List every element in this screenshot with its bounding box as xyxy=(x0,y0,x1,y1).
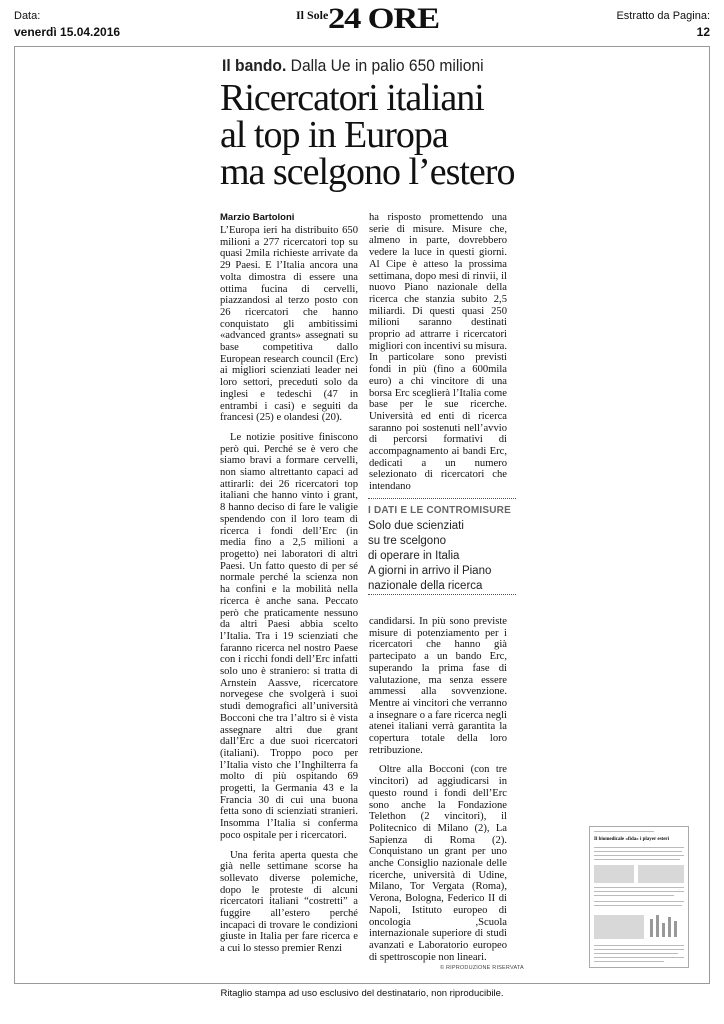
thumb-line xyxy=(594,953,678,954)
thumb-line xyxy=(594,851,682,852)
thumb-line xyxy=(594,961,664,962)
thumb-bar xyxy=(656,915,659,937)
thumb-line xyxy=(594,945,684,946)
thumbnail-title: Il biomedicale «fida» i player esteri xyxy=(594,837,670,842)
article-column-1 xyxy=(220,212,358,955)
paragraph: Le notizie positive finiscono però qui. Perché se è vero che siamo bravi a formare cervelli, non siamo altrettanto capaci ad attirarli: dei 26 ricercatori top italiani che hanno vinto i grant, 8 hanno deciso di fare le valigie spendendo con il loro team di ricerca i fondi dell’Erc (in media fino a 2,5 milioni a progetto) nei laboratori di altri Paesi. Un fatto questo di per sé normale perché la scienza non ha confini e la mobilità nella ricerca è anche sana. Peccato però che praticamente nessuno da altri Paesi abbia scelto l’Italia. Tra i 19 scienziati che faranno ricerca nel nostro Paese con i ricchi fondi dell’Erc infatti solo uno è straniero: si tratta di Arnstein Aassve, ricercatore norvegese che svolgerà i suoi studi demografici all’università Bocconi che tra l’altro si è vista assegnare altri due grant dall’Erc a due suoi ricercatori (italiani). Troppo poco per l’Italia visto che l’Inghilterra fa molto di più ospitando 69 progetti, la Germania 43 e la Francia 30 di cui una buona fetta sono di scienziati stranieri. Insomma l’Italia si conferma poco ospitale per i ricercatori. xyxy=(220,431,358,841)
paragraph: candidarsi. In più sono previste misure di potenziamento per i ricercatori che hanno già partecipato a un bando Erc, superando la prima fase di valutazione, ma senza essere ammessi alla sovvenzione. Mentre ai vincitori che verranno a insegnare o a fare ricerca negli atenei italiani verrà garantita la copertura totale della loro retribuzione. xyxy=(369,616,507,756)
headline-line-2: al top in Europa xyxy=(220,114,448,156)
headline-line-3: ma scelgono l’estero xyxy=(220,151,515,193)
footer-notice: Ritaglio stampa ad uso esclusivo del destinatario, non riproducibile. xyxy=(220,988,504,999)
box-line: A giorni in arrivo il Piano xyxy=(368,565,492,577)
thumb-line xyxy=(594,895,674,896)
thumb-bar xyxy=(650,919,653,937)
paragraph: Oltre alla Bocconi (con tre vincitori) ad aggiudicarsi in questo round i fondi dell’Erc sono anche la Fondazione Telethon (2 vincitori), il Politecnico di Milano (2), La Sapienza di Roma (2). Conquistano un grant per uno anche Consiglio nazionale delle ricerche, università di Udine, Milano, Tor Vergata (Roma), Verona, Bologna, Federico II di Napoli, Istituto europeo di oncologia ,Scuola internazionale superiore di studi avanzati e Laboratorio europeo di spettroscopie non lineari. xyxy=(369,764,507,963)
thumb-line xyxy=(594,847,684,848)
headline-line-1: Ricercatori italiani xyxy=(220,77,484,119)
thumb-block xyxy=(594,915,644,939)
sidebar-box xyxy=(368,498,516,594)
date-block xyxy=(14,8,120,40)
thumb-bar xyxy=(674,921,677,937)
box-line: di operare in Italia xyxy=(368,550,460,562)
box-text xyxy=(368,519,516,594)
masthead-big: 24 ORE xyxy=(328,2,439,35)
page-number: 12 xyxy=(696,25,710,39)
thumb-bar xyxy=(668,917,671,937)
page-block xyxy=(616,8,710,40)
thumb-line xyxy=(594,901,684,902)
thumb-line xyxy=(594,831,654,832)
article-column-3 xyxy=(369,616,507,963)
thumb-block xyxy=(594,865,634,883)
date-label: Data: xyxy=(14,10,41,22)
thumb-bar xyxy=(662,923,665,937)
box-line: nazionale della ricerca xyxy=(368,580,483,592)
thumb-block xyxy=(638,865,684,883)
article-kicker xyxy=(222,56,484,76)
paragraph: L’Europa ieri ha distribuito 650 milioni a 277 ricercatori top su quasi 2mila richieste arrivate da 29 Paesi. E l’Italia ancora una volta dimostra di essere una ottima fucina di cervelli, piazzandosi al terzo posto con 26 ricercatori che hanno conquistato gli ambitissimi «advanced grants» assegnati su base competitiva dallo European research council (Erc) ai migliori scienziati leader nei loro settori, preceduti solo da inglesi e tedeschi (47 in entrambi i casi) e seguiti da francesi (25) e olandesi (20). xyxy=(220,225,358,424)
copyright-note: © RIPRODUZIONE RISERVATA xyxy=(440,965,524,971)
page-thumbnail xyxy=(589,826,689,968)
kicker-bold: Il bando. xyxy=(222,56,287,75)
thumb-line xyxy=(594,887,684,888)
masthead-small: Il Sole xyxy=(296,8,329,22)
paragraph: Una ferita aperta questa che già nelle settimane scorse ha sollevato diverse polemiche, dopo le proteste di alcuni ricercatori italiani “costretti” a fuggire all’estero perché incapaci di trovare le condizioni giuste in Italia per fare ricerca e a cui lo stesso premier Renzi xyxy=(220,849,358,955)
article-column-2 xyxy=(369,212,507,493)
box-divider xyxy=(368,498,516,499)
box-title: I DATI E LE CONTROMISURE xyxy=(368,505,511,516)
thumb-line xyxy=(594,891,684,892)
paragraph: ha risposto promettendo una serie di misure. Misure che, almeno in parte, dovrebbero vedere la luce in questi giorni. Al Cipe è atteso la prossima settimana, dopo mesi di rinvii, il nuovo Piano nazionale della ricerca che stanzia subito 2,5 miliardi. Di questi quasi 250 milioni saranno destinati proprio ad attrarre i ricercatori migliori con incentivi su misura. In particolare sono previsti fondi in più (fino a 600mila euro) a chi vincitore di una borsa Erc sceglierà l’Italia come base per le sue ricerche. Università ed enti di ricerca saranno poi sostenuti nell’avvio di percorsi formativi di accompagnamento ai bandi Erc, dedicati a un numero selezionato di ricercatori che intendano xyxy=(369,212,507,493)
extract-label: Estratto da Pagina: xyxy=(616,10,710,22)
box-divider xyxy=(368,594,516,595)
box-line: Solo due scienziati xyxy=(368,520,464,532)
author-byline: Marzio Bartoloni xyxy=(220,212,295,223)
thumb-line xyxy=(594,949,684,950)
thumb-line xyxy=(594,855,684,856)
thumb-line xyxy=(594,957,684,958)
box-line: su tre scelgono xyxy=(368,535,446,547)
kicker-rest: Dalla Ue in palio 650 milioni xyxy=(286,56,484,75)
date-value: venerdì 15.04.2016 xyxy=(14,25,121,39)
masthead-logo xyxy=(296,2,439,40)
thumb-line xyxy=(594,859,680,860)
article-headline xyxy=(220,77,520,193)
thumb-line xyxy=(594,905,682,906)
